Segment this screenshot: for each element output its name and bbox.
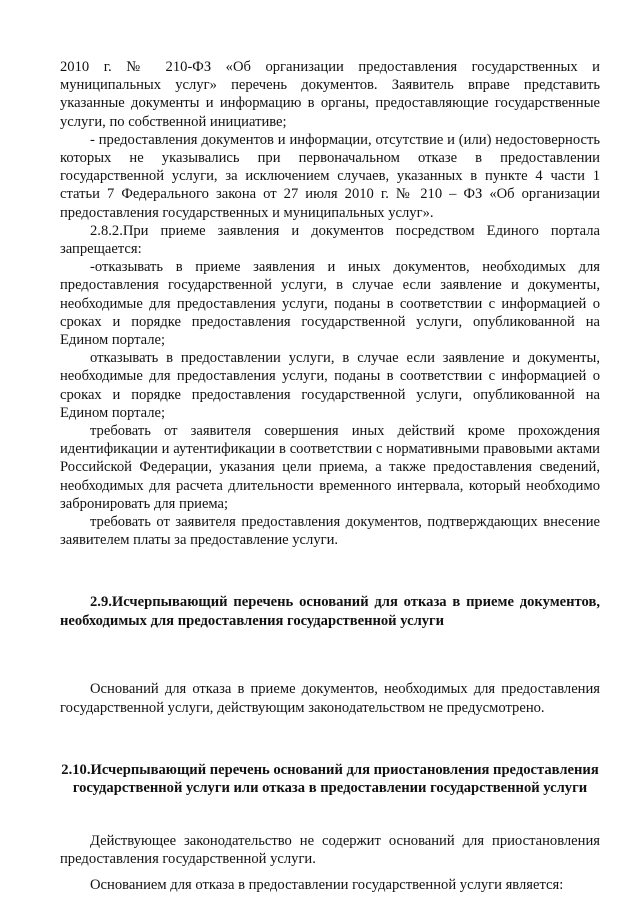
paragraph-require-actions: требовать от заявителя совершения иных действий кроме прохождения идентификации и аутентификации в соответствии с нормативными правовыми актами Российской Федерации, указания цели приема, а также предоставления сведений, необходимых для расчета длительности временного интервала, который необходимо забронировать для приема; (60, 423, 600, 512)
paragraph-grounds-refusal: Основанием для отказа в предоставлении государственной услуги является: (90, 876, 564, 893)
paragraph-refuse-service: отказывать в предоставлении услуги, в случае если заявление и документы, необходимые для предоставления услуги, поданы в соответствии с информацией о сроках и порядке предоставления государственной услуги, опубликованной на Едином портале; (60, 350, 600, 421)
section-heading-2-9: 2.9.Исчерпывающий перечень оснований для отказа в приеме документов, необходимых для предоставления государственной услуги (60, 594, 600, 629)
paragraph-no-grounds-suspension: Действующее законодательство не содержит оснований для приостановления предоставления государственной услуги. (60, 832, 600, 867)
paragraph-require-payment-docs: требовать от заявителя предоставления документов, подтверждающих внесение заявителем платы за предоставление услуги. (60, 514, 600, 549)
paragraph-no-grounds-refusal: Оснований для отказа в приеме документов, необходимых для предоставления государственной услуги, действующим законодательством не предусмотрено. (60, 681, 600, 716)
paragraph-2-8-2: 2.8.2.При приеме заявления и документов посредством Единого портала запрещается: (60, 222, 600, 258)
section-heading-2-10: 2.10.Исчерпывающий перечень оснований для приостановления предоставления государственной услуги или отказа в предоставлении государственной услуги (61, 761, 599, 797)
paragraph-refuse-acceptance: -отказывать в приеме заявления и иных документов, необходимых для предоставления государственной услуги, в случае если заявление и документы, необходимые для предоставления услуги, поданы в соответствии с информацией о сроках и порядке предоставления государственной услуги, опубликованной на Едином портале; (60, 259, 600, 349)
paragraph-continuation: 2010 г. № 210-ФЗ «Об организации предоставления государственных и муниципальных услуг» перечень документов. Заявитель вправе представить указанные документы и информацию в органы, предоставляющие государственные услуги, по собственной инициативе; (60, 59, 600, 130)
paragraph-item-documents: - предоставления документов и информации, отсутствие и (или) недостоверность которых не указывались при первоначальном отказе в предоставлении государственной услуги, за исключением случаев, указанных в пункте 4 части 1 статьи 7 Федерального закона от 27 июля 2010 г. № 210 – ФЗ «Об организации предоставления государственных и муниципальных услуг». (60, 131, 600, 221)
